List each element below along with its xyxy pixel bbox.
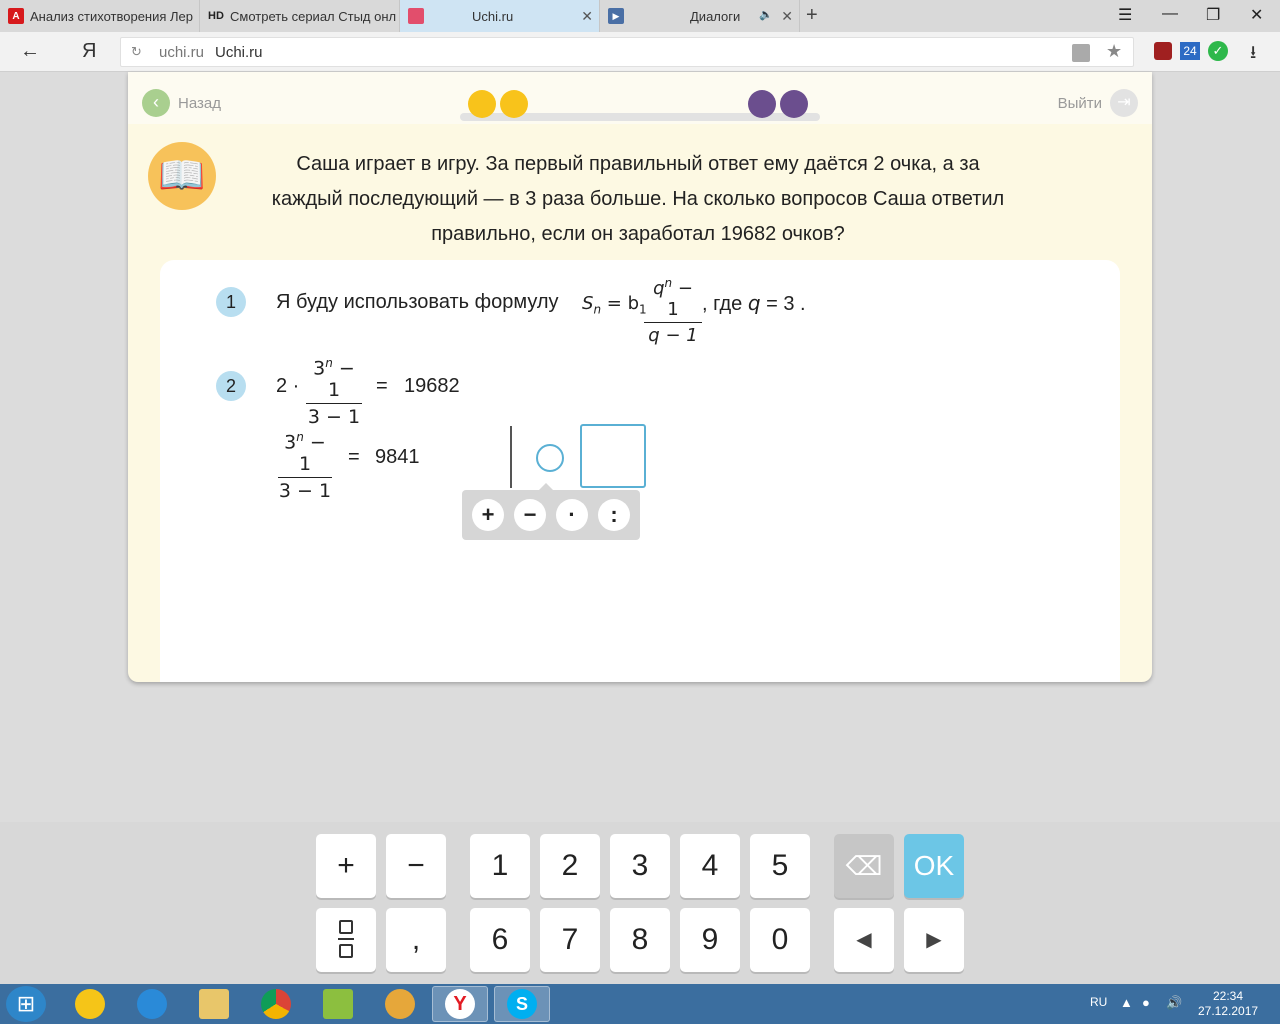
taskbar-app-yandex[interactable] [432, 986, 488, 1022]
taskbar-app-chrome[interactable] [248, 986, 304, 1022]
lesson-card [128, 72, 1152, 682]
language-indicator[interactable]: RU [1090, 995, 1108, 1009]
multiply-operator-button[interactable]: · [556, 499, 588, 531]
check-extension-icon[interactable]: ✓ [1208, 41, 1228, 61]
key-ok[interactable]: OK [904, 834, 964, 898]
key-8[interactable]: 8 [610, 908, 670, 972]
question-line: правильно, если он заработал 19682 очков? [431, 223, 845, 245]
address-bar [0, 32, 1280, 72]
on-screen-keypad [0, 822, 1280, 984]
taskbar-app-smiley[interactable] [62, 986, 118, 1022]
key-9[interactable]: 9 [680, 908, 740, 972]
media-player-icon [385, 989, 415, 1019]
equation-value: 9841 [375, 446, 420, 468]
close-window-icon[interactable]: ✕ [1250, 7, 1264, 24]
key-minus[interactable]: − [386, 834, 446, 898]
adblock-extension-icon[interactable] [1154, 42, 1172, 60]
folder-icon [199, 989, 229, 1019]
step-number: 1 [216, 287, 246, 317]
equals-sign: = [348, 446, 360, 468]
menu-icon[interactable]: ☰ [1118, 7, 1133, 24]
formula-lhs: $S_n = b_1$ [582, 293, 647, 317]
key-plus[interactable]: + [316, 834, 376, 898]
tab-label: Диалоги [690, 8, 741, 24]
operator-slot[interactable] [536, 444, 564, 472]
key-3[interactable]: 3 [610, 834, 670, 898]
taskbar-app-media[interactable] [372, 986, 428, 1022]
uchi-favicon-icon [408, 8, 424, 24]
plus-operator-button[interactable]: + [472, 499, 504, 531]
taskbar-app-explorer[interactable] [186, 986, 242, 1022]
key-6[interactable]: 6 [470, 908, 530, 972]
fraction-icon [338, 920, 354, 958]
minus-operator-button[interactable]: − [514, 499, 546, 531]
tab-label: Uchi.ru [472, 8, 514, 24]
minimize-icon[interactable]: — [1162, 5, 1178, 22]
skype-icon: S [507, 989, 537, 1019]
tab-favicon-icon: HD [208, 10, 224, 22]
step1-text: Я буду использовать формулу [276, 291, 559, 313]
question-line: каждый последующий — в 3 раза больше. На сколько вопросов Саша ответил [271, 188, 1005, 210]
clock-time: 22:34 [1212, 989, 1244, 1003]
reload-icon[interactable]: ↻ [131, 44, 142, 59]
question-line: Саша играет в игру. За первый правильный ответ ему даётся 2 очка, а за [296, 153, 980, 175]
key-0[interactable]: 0 [750, 908, 810, 972]
restore-icon[interactable]: ❐ [1206, 7, 1221, 24]
answer-input-box[interactable] [580, 424, 646, 488]
yandex-logo-icon[interactable]: Я [82, 40, 97, 62]
back-arrow-icon[interactable]: ← [20, 40, 40, 62]
equation-fraction: $\frac{3^n - 1}{3 - 1}$ [278, 430, 332, 503]
equation-prefix: 2 · [276, 375, 300, 397]
key-4[interactable]: 4 [680, 834, 740, 898]
formula-tail: , где q = 3 . [702, 291, 806, 315]
tab-favicon-icon: А [8, 8, 24, 24]
tab-dialogs[interactable] [600, 0, 800, 32]
tab-close-icon[interactable]: ✕ [781, 8, 793, 24]
url-page-title: Uchi.ru [215, 44, 263, 61]
speaker-icon[interactable]: 🔈 [759, 9, 773, 21]
windows-taskbar [0, 984, 1280, 1024]
key-fraction[interactable] [316, 908, 376, 972]
tab-analysis[interactable] [0, 0, 200, 32]
url-field[interactable] [120, 37, 1134, 67]
back-label: Назад [178, 94, 221, 112]
book-icon: 📖 [148, 142, 216, 210]
lock-icon[interactable] [1072, 44, 1090, 62]
tab-series[interactable] [200, 0, 400, 32]
download-icon[interactable]: ⭳ [1250, 42, 1257, 62]
new-tab-button[interactable]: + [806, 4, 818, 26]
chevron-left-icon: ‹ [142, 89, 170, 117]
taskbar-app-skype[interactable] [494, 986, 550, 1022]
network-icon[interactable]: ● [1142, 995, 1150, 1010]
extension-badge[interactable]: 24 [1180, 42, 1200, 60]
taskbar-app-book[interactable] [310, 986, 366, 1022]
progress-dot-todo [780, 90, 808, 118]
key-comma[interactable]: , [386, 908, 446, 972]
key-5[interactable]: 5 [750, 834, 810, 898]
tab-close-icon[interactable]: ✕ [581, 8, 593, 24]
progress-dot-todo [748, 90, 776, 118]
tray-expand-icon[interactable]: ▲ [1120, 995, 1133, 1010]
menu-pointer [538, 483, 554, 491]
tab-label: Анализ стихотворения Лер [30, 8, 194, 24]
internet-explorer-icon [137, 989, 167, 1019]
key-1[interactable]: 1 [470, 834, 530, 898]
play-favicon-icon: ▶ [608, 8, 624, 24]
step-number: 2 [216, 371, 246, 401]
bookmark-star-icon[interactable]: ★ [1106, 41, 1123, 61]
tab-label: Смотреть сериал Стыд онл [230, 8, 397, 24]
question-text [238, 147, 1038, 252]
exit-label: Выйти [1057, 94, 1102, 112]
key-right-arrow[interactable]: ▶ [904, 908, 964, 972]
notebook-icon [323, 989, 353, 1019]
formula-fraction: $\frac{q^n - 1}{q - 1}$ [644, 276, 702, 346]
key-backspace[interactable]: ⌫ [834, 834, 894, 898]
exit-icon: ⇥ [1110, 89, 1138, 117]
key-left-arrow[interactable]: ◀ [834, 908, 894, 972]
smiley-icon [75, 989, 105, 1019]
url-host: uchi.ru [159, 44, 205, 61]
chrome-icon [261, 989, 291, 1019]
exit-button[interactable] [1058, 89, 1138, 117]
equals-sign: = [376, 375, 388, 397]
progress-dot-done [500, 90, 528, 118]
start-button-icon[interactable]: ⊞ [6, 986, 46, 1022]
equation-value: 19682 [404, 375, 460, 397]
equation-fraction: $\frac{3^n - 1}{3 - 1}$ [307, 356, 361, 429]
key-7[interactable]: 7 [540, 908, 600, 972]
text-cursor [510, 426, 512, 488]
taskbar-app-ie[interactable] [124, 986, 180, 1022]
divide-operator-button[interactable]: : [598, 499, 630, 531]
volume-icon[interactable]: 🔊 [1166, 995, 1183, 1010]
browser-tab-bar [0, 0, 1280, 32]
key-2[interactable]: 2 [540, 834, 600, 898]
tab-uchi[interactable] [400, 0, 600, 32]
back-button[interactable] [142, 89, 221, 117]
progress-dot-done [468, 90, 496, 118]
operator-menu [462, 490, 640, 540]
clock-date: 27.12.2017 [1198, 1004, 1259, 1018]
yandex-browser-icon: Y [445, 989, 475, 1019]
system-clock[interactable] [1198, 989, 1258, 1019]
